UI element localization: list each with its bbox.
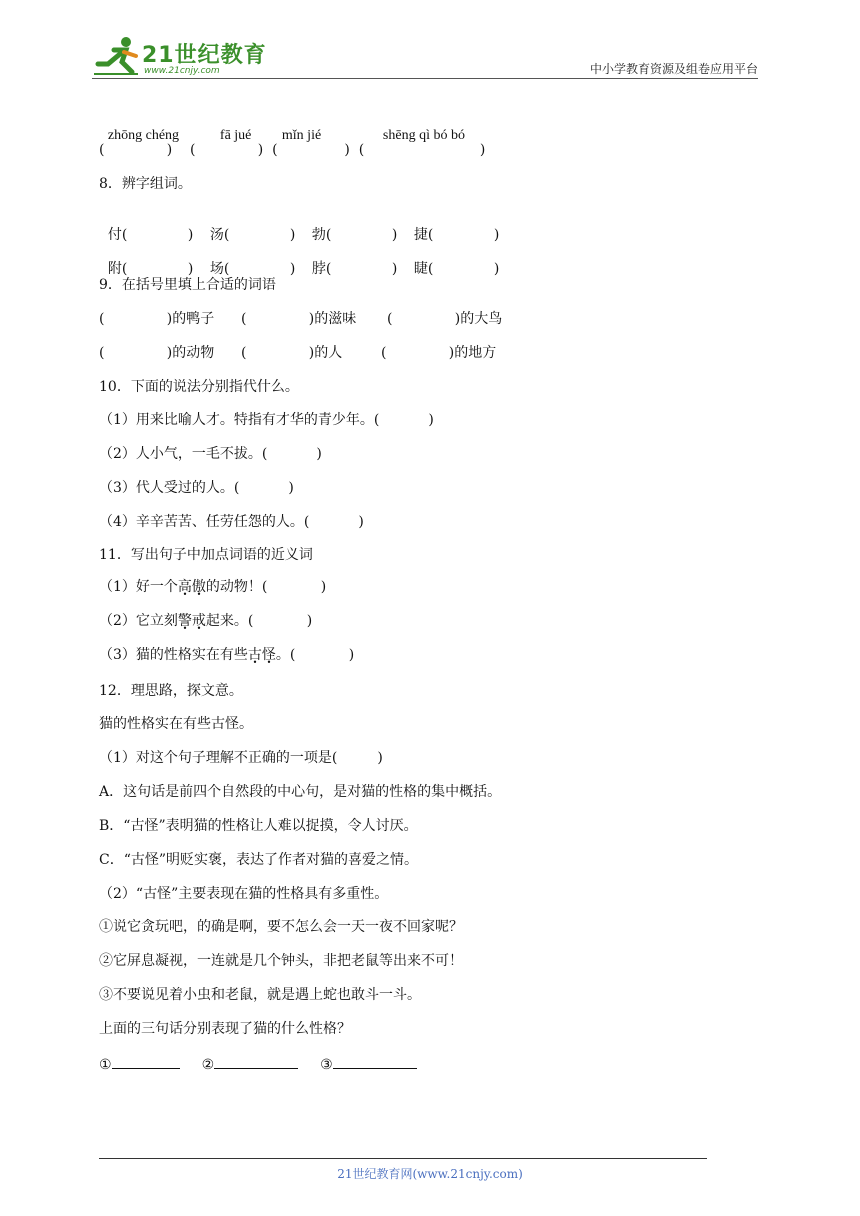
page-header — [92, 30, 758, 80]
q8-char: 场( — [209, 261, 230, 277]
q11-item: （3）猫的性格实在有些古怪。( ) — [99, 647, 355, 663]
q10-title: 10．下面的说法分别指代什么。 — [99, 379, 299, 395]
q10-item: （1）用来比喻人才。特指有才华的青少年。( ) — [99, 412, 434, 428]
q12-sentence-2: ②它屏息凝视，一连就是几个钟头，非把老鼠等出来不可！ — [99, 953, 463, 969]
q9-item: ( )的滋味 — [241, 311, 357, 327]
logo-text: 21世纪教育 — [142, 43, 267, 68]
q12-sub2: （2）“古怪”主要表现在猫的性格具有多重性。 — [99, 886, 389, 902]
q12-option-c: C．“古怪”明贬实褒，表达了作者对猫的喜爱之情。 — [99, 852, 419, 868]
pinyin-brackets: ( ) ( ) ( ) ( ) — [99, 142, 486, 158]
q12-sentence-3: ③不要说见着小虫和老鼠，就是遇上蛇也敢斗一斗。 — [99, 987, 421, 1003]
q12-option-a: A．这句话是前四个自然段的中心句，是对猫的性格的集中概括。 — [99, 784, 502, 800]
q9-row2 — [99, 344, 496, 362]
q8-title: 8．辨字组词。 — [99, 176, 192, 192]
q8-char: 脖( — [311, 261, 332, 277]
q10-item: （3）代人受过的人。( ) — [99, 480, 294, 496]
q8-char: 汤( — [209, 227, 230, 243]
q9-item: ( )的地方 — [381, 345, 497, 361]
emphasis-dot-char: 古 — [247, 647, 262, 663]
dotted-word — [248, 647, 276, 663]
q9-item: ( )的动物 — [99, 345, 215, 361]
pinyin-row — [99, 108, 465, 145]
q12-title: 12．理思路，探文意。 — [99, 683, 243, 699]
site-logo — [92, 34, 312, 78]
q12-sentence-1: ①说它贪玩吧，的确是啊，要不怎么会一天一夜不回家呢？ — [99, 919, 463, 935]
pinyin-item: shēng qì bó bó — [382, 128, 465, 143]
q8-char: 捷( — [413, 227, 434, 243]
q9-row1 — [99, 310, 502, 328]
q10-item: （4）辛辛苦苦、任劳任怨的人。( ) — [99, 514, 364, 530]
q11-item: （1）好一个高傲的动物！( ) — [99, 579, 327, 595]
q8-row2: 附( ) 场( ) 脖( ) 睫( ) — [107, 261, 500, 277]
emphasis-dot-char: 傲 — [191, 579, 206, 595]
pinyin-item: mǐn jié — [281, 128, 322, 143]
q12-answers: ① ② ③ — [99, 1054, 417, 1074]
pinyin-item: fā jué — [219, 128, 252, 143]
header-divider — [92, 78, 758, 79]
page-footer: 21世纪教育网(www.21cnjy.com) — [337, 1167, 523, 1181]
q9-item: ( )的鸭子 — [99, 311, 215, 327]
q8-row1: 付( ) 汤( ) 勃( ) 捷( ) — [107, 227, 500, 243]
q10-item: （2）人小气，一毛不拔。( ) — [99, 446, 322, 462]
emphasis-dot-char: 怪 — [261, 647, 276, 663]
q8-char: 睫( — [413, 261, 434, 277]
q12-question: 上面的三句话分别表现了猫的什么性格？ — [99, 1021, 351, 1037]
emphasis-dot-char: 警 — [177, 613, 192, 629]
q12-option-b: B．“古怪”表明猫的性格让人难以捉摸，令人讨厌。 — [99, 818, 418, 834]
q8-char: 勃( — [311, 227, 332, 243]
dotted-word — [178, 579, 206, 595]
answer-blank[interactable] — [214, 1054, 298, 1069]
emphasis-dot-char: 高 — [177, 579, 192, 595]
q8-char: 付( — [107, 227, 128, 243]
q11-item: （2）它立刻警戒起来。( ) — [99, 613, 313, 629]
pinyin-item: zhōng chéng — [107, 128, 180, 143]
q9-item: ( )的大鸟 — [387, 311, 503, 327]
answer-blank[interactable] — [112, 1054, 180, 1069]
emphasis-dot-char: 戒 — [191, 613, 206, 629]
q8-char: 附( — [107, 261, 128, 277]
q9-title: 9．在括号里填上合适的词语 — [99, 277, 276, 293]
footer-divider — [99, 1158, 707, 1159]
dotted-word — [178, 613, 206, 629]
q12-sentence: 猫的性格实在有些古怪。 — [99, 716, 253, 732]
logo-url: www.21cnjy.com — [144, 66, 220, 76]
q12-sub1: （1）对这个句子理解不正确的一项是( ) — [99, 750, 383, 766]
answer-blank[interactable] — [333, 1054, 417, 1069]
q9-item: ( )的人 — [241, 345, 343, 361]
q11-title: 11．写出句子中加点词语的近义词 — [99, 547, 313, 563]
header-platform-text: 中小学教育资源及组卷应用平台 — [589, 62, 758, 76]
runner-logo-icon — [92, 34, 142, 78]
